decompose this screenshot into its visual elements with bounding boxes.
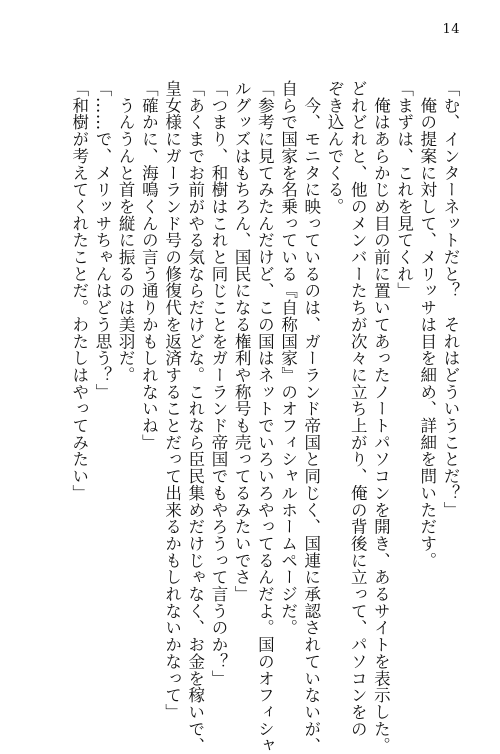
novel-text-body [22, 80, 462, 754]
text-line: ぞき込んでくる。 [324, 80, 344, 215]
text-line: 「つまり、和樹はこれと同じことをガーランド帝国でもやろうって言うのか？」 [208, 80, 228, 687]
text-line: 「参考に見てみたんだけど、この国はネットでいろいろやってるんだよ。国のオフィシャ [255, 80, 275, 754]
text-line: 自らで国家を名乗っている『自称国家』のオフィシャルホームページだ。 [278, 80, 298, 637]
page-number: 14 [442, 22, 460, 37]
text-line: ルグッズはもちろん、国民になる権利や称号も売ってるみたいでさ」 [232, 80, 252, 603]
text-line: 「む、インターネットだと？ それはどういうことだ？」 [441, 80, 460, 519]
text-line: うんうんと首を縦に振るのは美羽だ。 [116, 80, 136, 384]
text-line: どれどれと、他のメンバーたちが次々に立ち上がり、俺の背後に立って、パソコンをの [348, 80, 368, 738]
text-line: 「あくまでお前がやる気ならだけどな。これなら臣民集めだけじゃなく、お金を稼いで、 [185, 80, 205, 754]
text-line: 皇女様にガーランド号の修復代を返済することだって出来るかもしれないかなって」 [162, 80, 182, 721]
text-line: 今、モニタに映っているのは、ガーランド帝国と同じく、国連に承認されていないが、 [301, 80, 321, 754]
text-line: 「確かに、海鳴くんの言う通りかもしれないね」 [139, 80, 159, 451]
text-line: 「和樹が考えてくれたことだ。わたしはやってみたい」 [69, 80, 89, 502]
text-line: 俺はあらかじめ目の前に置いてあったノートパソコンを開き、あるサイトを表示した。 [371, 80, 391, 754]
text-line: 「……で、メリッサちゃんはどう思う？」 [92, 80, 112, 401]
text-line: 「まずは、これを見てくれ」 [394, 80, 414, 300]
text-line: 俺の提案に対して、メリッサは目を細め、詳細を問いただす。 [417, 80, 437, 569]
